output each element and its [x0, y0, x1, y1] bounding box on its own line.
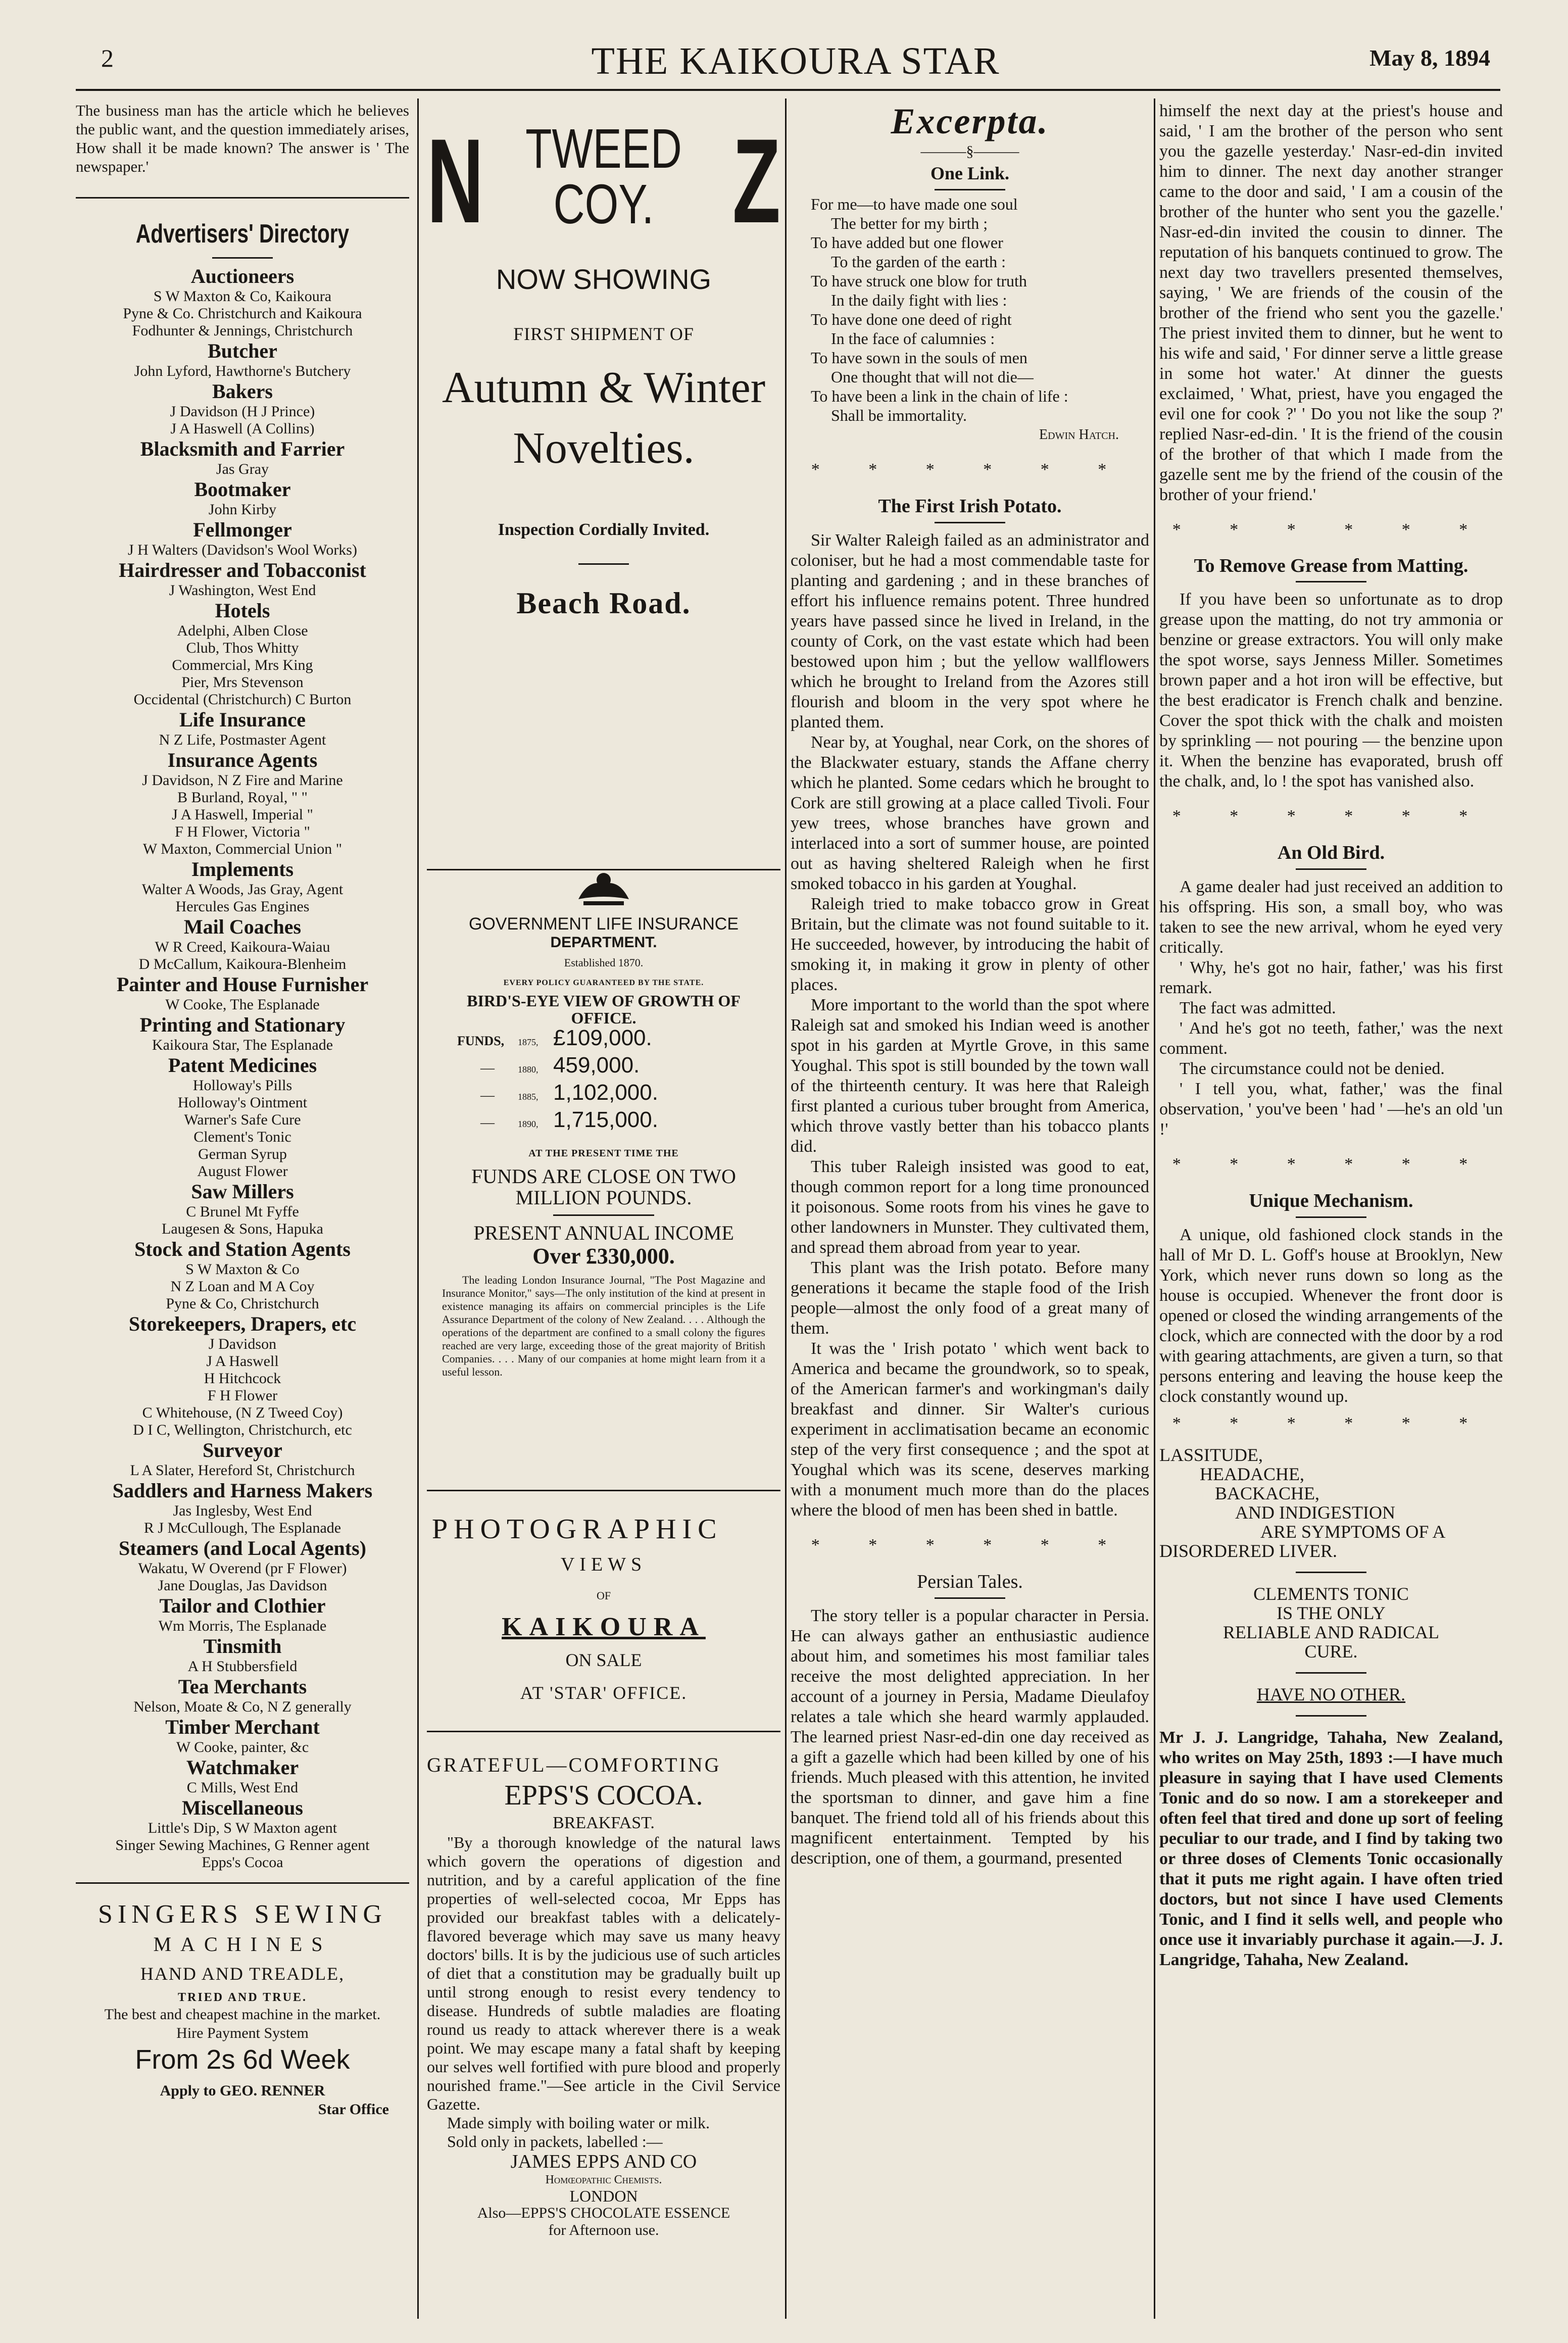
funds-year: 1885, [518, 1092, 538, 1102]
epps-text: "By a thorough knowledge of the natural laws which govern the operations of digestion and nutrition, and by a careful application of the fine properties of well-selected cocoa, Mr Epps has provided our breakfast tables with a delicately-flavored beverage which may save us many heavy doctors' bills. It is by the judicious use of such articles of diet that a constitution may be gradually built up until strong enough to resist every tendency to disease. Hundreds of subtle maladies are floating round us ready to attack wherever there is a weak point. We may escape many a fatal shaft by keeping our selves well fortified with pure blood and properly nourished frame."—See article in the Civil Service Gazette. [427, 1833, 780, 2113]
tweed-word: TWEED [525, 118, 682, 180]
tweed-n: N [427, 114, 484, 249]
column-2 [427, 101, 780, 2314]
photographic-of: OF [596, 1589, 611, 1602]
bird-title: An Old Bird. [1277, 842, 1385, 863]
epps-company: JAMES EPPS AND CO [510, 2151, 697, 2172]
insurance-present-time: AT THE PRESENT TIME THE [528, 1148, 679, 1159]
directory-heading: Patent Medicines [168, 1054, 317, 1077]
now-showing: NOW SHOWING [496, 263, 712, 295]
stars-divider: * * * * * * [1172, 1414, 1490, 1433]
potato-paragraph: More important to the world than the spot where Raleigh sat and smoked his Indian weed is another spot in his garden at Myrtle Grove, in this same Youghal. This spot is still bounded by the town wall of the thirteenth century. It was here that Raleigh first planted a curious tuber brought from America, which throve vastly better than his tobacco plants did. [791, 996, 1149, 1156]
directory-entry: August Flower [197, 1163, 288, 1180]
directory-heading: Painter and House Furnisher [116, 973, 369, 996]
ad-line-3: BACKACHE, [1215, 1483, 1320, 1503]
directory-entry: Jas Gray [216, 461, 269, 477]
clements-ad [1159, 1445, 1503, 1970]
epps-name: EPPS'S COCOA. [504, 1780, 703, 1811]
poem-line: To have done one deed of right [811, 310, 1012, 328]
funds-year: 1875, [518, 1037, 538, 1047]
directory-entry: Jas Inglesby, West End [173, 1502, 312, 1519]
directory-entry: R J McCullough, The Esplanade [143, 1520, 341, 1536]
directory-heading: Auctioneers [190, 265, 295, 287]
directory-entry: Club, Thos Whitty [186, 640, 299, 656]
singer-office: Star Office [318, 2101, 389, 2118]
potato-paragraph: This plant was the Irish potato. Before many generations it became the staple food of the Irish people—almost the only food of a great many of them. [791, 1258, 1149, 1338]
bird-paragraph: ' I tell you, what, father,' was the final observation, ' you've been ' had ' —he's an old 'un !' [1159, 1080, 1503, 1139]
photographic-title: PHOTOGRAPHIC [432, 1514, 723, 1545]
epps-chemists: Homœopathic Chemists. [545, 2173, 662, 2186]
directory-entry: D I C, Wellington, Christchurch, etc [133, 1422, 352, 1438]
photographic-views: VIEWS [560, 1554, 647, 1575]
directory-entry: Laugesen & Sons, Hapuka [162, 1221, 323, 1237]
singer-hire: Hire Payment System [176, 2025, 309, 2041]
directory-entry: C Brunel Mt Fyffe [186, 1203, 299, 1220]
funds-row [457, 1081, 780, 1108]
poem [791, 194, 1149, 425]
poem-line: The better for my birth ; [831, 214, 988, 232]
directory-entry: F H Flower [207, 1387, 278, 1404]
directory-entry: J Davidson [208, 1336, 277, 1352]
photographic-place: KAIKOURA [502, 1613, 706, 1641]
excerpta-header: Excerpta. [891, 101, 1049, 141]
directory-entry: Commercial, Mrs King [172, 657, 313, 673]
divider [1296, 581, 1366, 582]
autumn-winter: Autumn & Winter [442, 363, 766, 412]
crest-icon [427, 869, 780, 914]
stars-divider: * * * * * * [1172, 520, 1490, 539]
stars-divider: * * * * * * [1172, 1155, 1490, 1174]
directory-entry: J Davidson (H J Prince) [170, 403, 315, 420]
directory-entry: Clement's Tonic [193, 1129, 291, 1145]
epps-also: Also—EPPS'S CHOCOLATE ESSENCE [477, 2205, 730, 2221]
column-1 [76, 101, 409, 2314]
masthead [101, 40, 1490, 84]
bird-paragraph: The fact was admitted. [1180, 999, 1336, 1017]
poem-line: Shall be immortality. [831, 406, 967, 424]
directory-entry: Epps's Cocoa [202, 1854, 283, 1871]
directory-heading: Fellmonger [193, 518, 292, 541]
directory-heading: Implements [191, 858, 294, 881]
divider [1296, 868, 1366, 870]
directory-heading: Saw Millers [191, 1180, 294, 1203]
divider [1296, 1216, 1366, 1218]
directory-entry: Wakatu, W Overend (pr F Flower) [138, 1560, 347, 1577]
testimonial: Mr J. J. Langridge, Tahaha, New Zealand, who writes on May 25th, 1893 :—I have much pleasure in saying that I have used Clements Tonic and do so now. I am a storekeeper and often feel that tired and done up sort of feeling peculiar to our trade, and I find by taking two or three doses of Clements Tonic occasionally that it puts me right again. I have often tried doctors, but not since I have used Clements Tonic, and I find it sells well, and people who once use it invariably purchase it again.—J. J. Langridge, Tahaha, New Zealand. [1159, 1728, 1503, 1969]
epps-grateful: GRATEFUL—COMFORTING [427, 1753, 721, 1776]
directory-entry: German Syrup [198, 1146, 287, 1162]
divider [935, 189, 1005, 190]
directory-heading: Saddlers and Harness Makers [112, 1479, 373, 1502]
directory-heading: Timber Merchant [165, 1716, 320, 1738]
singer-best: The best and cheapest machine in the market. [104, 2006, 381, 2023]
directory-entry: Holloway's Ointment [177, 1094, 308, 1111]
mech-text: A unique, old fashioned clock stands in the hall of Mr D. L. Goff's house at Brooklyn, New York, which never runs down so long as the house is occupied. Whenever the front door is opened or closed the winding arrangements of the clock, which are connected with the door by a rod with gearing attachments, are given a turn, so that persons entering and leaving the house keep the clock constantly wound up. [1159, 1226, 1503, 1406]
beach-road: Beach Road. [516, 587, 691, 620]
insurance-close: FUNDS ARE CLOSE ON TWO MILLION POUNDS. [471, 1165, 736, 1209]
poem-line: One thought that will not die— [831, 368, 1034, 386]
bird-article [1159, 877, 1503, 1140]
singer-tried: TRIED AND TRUE. [178, 1991, 307, 2004]
tweed-z: Z [732, 114, 780, 249]
directory-entry: Hercules Gas Engines [175, 898, 310, 915]
directory-heading: Surveyor [203, 1439, 282, 1461]
directory-entry: J A Haswell [206, 1353, 279, 1370]
divider [427, 1490, 780, 1491]
directory-entry: John Kirby [208, 501, 277, 518]
directory-entry: Pyne & Co, Christchurch [166, 1295, 319, 1312]
divider [935, 522, 1005, 523]
directory-entry: C Whitehouse, (N Z Tweed Coy) [142, 1404, 343, 1421]
bird-paragraph: The circumstance could not be denied. [1180, 1059, 1445, 1078]
directory-entry: W R Creed, Kaikoura-Waiau [155, 939, 330, 955]
directory-entry: Warner's Safe Cure [184, 1111, 301, 1128]
stars-divider: * * * * * * [1172, 807, 1490, 825]
singer-ad [76, 1899, 409, 2118]
insurance-income: PRESENT ANNUAL INCOME [473, 1222, 734, 1244]
directory-heading: Steamers (and Local Agents) [119, 1537, 366, 1559]
poem-author: Edwin Hatch. [1039, 427, 1119, 443]
poem-line: To have been a link in the chain of life : [811, 387, 1068, 405]
tonic-line-3: RELIABLE AND RADICAL [1223, 1622, 1439, 1642]
divider [212, 257, 273, 259]
funds-table [427, 1027, 780, 1136]
poem-title: One Link. [930, 163, 1010, 183]
directory-entry: D McCallum, Kaikoura-Blenheim [138, 956, 347, 972]
insurance-over: Over £330,000. [532, 1244, 675, 1268]
directory-entry: W Maxton, Commercial Union " [142, 841, 342, 857]
inspection-invited: Inspection Cordially Invited. [498, 520, 710, 539]
divider [1296, 1715, 1366, 1717]
divider [76, 197, 409, 199]
directory-heading: Storekeepers, Drapers, etc [128, 1312, 357, 1335]
directory-entry: W Cooke, The Esplanade [165, 996, 320, 1013]
directory-entry: F H Flower, Victoria " [175, 823, 310, 840]
mech-title: Unique Mechanism. [1249, 1190, 1413, 1211]
directory-entry: J A Haswell, Imperial " [172, 806, 313, 823]
have-no-other: HAVE NO OTHER. [1256, 1684, 1406, 1704]
directory-entry: John Lyford, Hawthorne's Butchery [134, 363, 351, 379]
persian-text: The story teller is a popular character in Persia. He can always gather an enthusiastic audience about him, and sometimes his most familiar tales receive the most delighted appreciation. In her account of a journey in Persia, Madame Dieulafoy relates a tale which she heard warmly applauded. The learned priest Nasr-ed-din one day received as a gift a gazelle which had been killed by one of his friends. Much pleased with this attention, he invited the sportsman to dinner, and gave him a fine banquet. The friend told all of his friends about this magnificent entertainment. Tempted by his description, one of them, a gourmand, presented [791, 1606, 1149, 1868]
funds-year: 1890, [518, 1119, 538, 1129]
ad-line-6: DISORDERED LIVER. [1159, 1541, 1337, 1561]
photographic-office: AT 'STAR' OFFICE. [520, 1683, 688, 1703]
coy-word: COY. [553, 173, 654, 235]
directory-entry: Little's Dip, S W Maxton agent [148, 1820, 337, 1836]
funds-value: 1,715,000. [553, 1107, 658, 1132]
grease-text: If you have been so unfortunate as to drop grease upon the matting, do not try ammonia or benzine or grease extractors. You will only make the spot worse, says Jenness Miller. Sometimes brown paper and a hot iron will be effective, but the best eradicator is French chalk and benzine. Cover the spot thick with the chalk and moisten by sprinkling — not pouring — the benzine upon it. When the benzine has evaporated, brush off the chalk, and, lo ! the spot has vanished also. [1159, 590, 1503, 791]
bird-paragraph: ' And he's got no teeth, father,' was the next comment. [1159, 1019, 1503, 1058]
divider [427, 1731, 780, 1732]
directory-entry: Pier, Mrs Stevenson [181, 674, 304, 691]
epps-sold: Sold only in packets, labelled :— [447, 2132, 663, 2151]
directory-entry: J H Walters (Davidson's Wool Works) [128, 542, 357, 558]
masthead-rule [76, 89, 1500, 91]
grease-title: To Remove Grease from Matting. [1194, 555, 1468, 576]
novelties: Novelties. [513, 424, 695, 473]
directory-entry: Kaikoura Star, The Esplanade [152, 1037, 333, 1053]
directory-heading: Tailor and Clothier [159, 1594, 326, 1617]
divider [76, 1882, 409, 1884]
directory-entry: J Washington, West End [169, 582, 316, 599]
insurance-ad [427, 869, 780, 1379]
singer-headline: SINGERS SEWING [98, 1900, 387, 1929]
poem-line: To have struck one blow for truth [811, 272, 1027, 290]
epps-ad [427, 1752, 780, 2239]
tonic-line-4: CURE. [1304, 1641, 1358, 1662]
insurance-view: BIRD'S-EYE VIEW OF GROWTH OF OFFICE. [467, 992, 741, 1027]
directory-entry: Wm Morris, The Esplanade [158, 1618, 327, 1634]
insurance-quote: The leading London Insurance Journal, "The Post Magazine and Insurance Monitor," says—The only institution of the kind at present in existence managing its affairs on commercial principles is the Life Assurance Department of the colony of New Zealand. . . . Although the operations of the department are confined to a small colony the figures reached are very large, exceeding those of the great majority of British Companies. . . . Many of our companies at home might learn from it a useful lesson. [442, 1274, 765, 1378]
directory-heading: Butcher [208, 339, 277, 362]
funds-row [457, 1027, 780, 1054]
directory-entry: L A Slater, Hereford St, Christchurch [130, 1462, 355, 1479]
potato-paragraph: Near by, at Youghal, near Cork, on the shores of the Blackwater estuary, stands the Affane cherry which he planted. Some cedars which he brought to Cork are still growing at a place called Tivoli. Four yew trees, whose branches have grown and interlaced into a sort of summer house, are pointed out as having sheltered Raleigh when he first smoked tobacco in his garden at Youghal. [791, 733, 1149, 893]
ad-line-2: HEADACHE, [1200, 1464, 1304, 1484]
epps-breakfast: BREAKFAST. [553, 1814, 655, 1832]
intro-text: The business man has the article which he believes the public want, and the question immediately arises, How shall it be made known? The answer is ' The newspaper.' [76, 102, 409, 175]
divider [427, 869, 780, 870]
insurance-established: Established 1870. [564, 956, 644, 969]
divider [578, 563, 629, 565]
directory-heading: Watchmaker [186, 1756, 299, 1779]
directory-entry: S W Maxton & Co [185, 1261, 300, 1278]
directory-entry: J A Haswell (A Collins) [170, 420, 315, 437]
poem-line: To have sown in the souls of men [811, 349, 1027, 367]
epps-made: Made simply with boiling water or milk. [447, 2114, 710, 2132]
directory-entry: W Cooke, painter, &c [176, 1739, 309, 1755]
directory-heading: Bootmaker [194, 478, 291, 501]
persian-title: Persian Tales. [917, 1571, 1023, 1592]
column-rule [1154, 99, 1155, 2319]
page-number: 2 [101, 44, 114, 72]
singer-machines: MACHINES [153, 1933, 332, 1956]
insurance-dept: DEPARTMENT. [550, 934, 657, 951]
tweed-ad [427, 101, 780, 849]
directory-entry: Pyne & Co. Christchurch and Kaikoura [123, 305, 362, 322]
directory-entry: Adelphi, Alben Close [177, 622, 308, 639]
directory-heading: Hotels [215, 599, 270, 622]
directory-title: Advertisers' Directory [135, 219, 350, 249]
funds-row [457, 1054, 780, 1081]
directory-entry: Fodhunter & Jennings, Christchurch [132, 322, 353, 339]
singer-apply: Apply to GEO. RENNER [160, 2082, 325, 2099]
bird-paragraph: A game dealer had just received an addition to his offspring. His son, a small boy, who was taken to see the new arrival, whom he eyed very critically. [1159, 877, 1503, 957]
directory-heading: Miscellaneous [182, 1796, 303, 1819]
directory-list [76, 265, 409, 1871]
directory-heading: Hairdresser and Tobacconist [119, 559, 366, 581]
directory-entry: Holloway's Pills [192, 1077, 292, 1094]
poem-line: In the daily fight with lies : [831, 291, 1007, 309]
directory-heading: Insurance Agents [167, 749, 318, 771]
potato-paragraph: This tuber Raleigh insisted was good to eat, though common report for a long time pronounced it poisonous. Some roots from his vines he gave to other landowners in Munster. They cultivated them, and spread them abroad from year to year. [791, 1157, 1149, 1257]
directory-heading: Tea Merchants [178, 1675, 307, 1698]
column-3 [791, 101, 1149, 2314]
poem-line: To the garden of the earth : [831, 253, 1006, 271]
ad-line-4: AND INDIGESTION [1235, 1502, 1395, 1523]
directory-entry: B Burland, Royal, " " [177, 789, 308, 806]
divider [1296, 1672, 1366, 1674]
persian-continued: himself the next day at the priest's house and said, ' I am the brother of the person who sent you the gazelle yesterday.' Nasr-ed-din invited him to dinner. The next day another stranger came to the door and said, ' I am a cousin of the brother of the hunter who sent you the gazelle.' Nasr-ed-din invited the cousin to dinner. The reputation of his banquets continued to grow. The next day two travellers presented themselves, saying, ' We are friends of the cousin of the brother of the friend who sent you the gazelle.' The priest invited them to dinner, but he went to his wife and said, ' For dinner serve a little grease in some hot water.' At dinner the guests exclaimed, ' What, priest, have you engaged the evil one for cook ?' ' Do you not like the soup ?' replied Nasr-ed-din. ' It is the friend of the cousin of the brother of that which I made from the gazelle sent me by the friend of the cousin of the brother of your friend.' [1159, 102, 1503, 504]
bird-paragraph: ' Why, he's got no hair, father,' was his first remark. [1159, 958, 1503, 997]
divider [553, 1214, 654, 1216]
directory-heading: Life Insurance [179, 708, 306, 731]
potato-paragraph: Raleigh tried to make tobacco grow in Great Britain, but the climate was not found suitable to it. He succeeded, however, by introducing the habit of smoking it, in making it grow in plenty of other places. [791, 895, 1149, 994]
poem-line: In the face of calumnies : [831, 329, 995, 348]
directory-heading: Mail Coaches [183, 915, 302, 938]
divider [935, 1597, 1005, 1599]
column-rule [417, 99, 419, 2319]
directory-entry: A H Stubbersfield [187, 1658, 298, 1675]
first-shipment: FIRST SHIPMENT OF [513, 324, 694, 344]
directory-entry: Walter A Woods, Jas Gray, Agent [141, 881, 344, 898]
directory-heading: Blacksmith and Farrier [140, 437, 345, 460]
directory-heading: Bakers [212, 380, 273, 403]
ad-line-1: LASSITUDE, [1159, 1445, 1263, 1465]
issue-date: May 8, 1894 [1369, 45, 1490, 71]
poem-line: To have added but one flower [811, 233, 1003, 252]
directory-entry: N Z Life, Postmaster Agent [159, 731, 326, 748]
stars-divider: * * * * * * [811, 460, 1129, 479]
directory-entry: C Mills, West End [186, 1779, 299, 1796]
tonic-line-1: CLEMENTS TONIC [1253, 1584, 1409, 1604]
ad-line-5: ARE SYMPTOMS OF A [1260, 1522, 1446, 1542]
singer-price: From 2s 6d Week [135, 2044, 350, 2075]
potato-article [791, 530, 1149, 1521]
directory-heading: Tinsmith [203, 1635, 282, 1657]
directory-entry: Occidental (Christchurch) C Burton [133, 691, 352, 708]
directory-entry: Nelson, Moate & Co, N Z generally [133, 1698, 352, 1715]
insurance-guaranteed: EVERY POLICY GUARANTEED BY THE STATE. [503, 979, 704, 987]
directory-entry: H Hitchcock [204, 1370, 281, 1387]
directory-entry: Singer Sewing Machines, G Renner agent [115, 1837, 370, 1853]
funds-value: £109,000. [553, 1026, 652, 1050]
potato-paragraph: It was the ' Irish potato ' which went back to America and became the groundwork, so to speak, of the American farmer's and workingman's daily breakfast and dinner. Sir Walter's curious experiment in acclimatisation became an economic step of the very first consequence ; and the spot at Youghal which was its scene, deserves marking with a monument much more than do the places where the blood of men has been shed in battle. [791, 1339, 1149, 1520]
column-4 [1159, 101, 1503, 2314]
photographic-sale: ON SALE [565, 1650, 642, 1670]
section-mark: ———§——— [920, 143, 1019, 160]
funds-year: 1880, [518, 1064, 538, 1075]
directory-entry: Jane Douglas, Jas Davidson [158, 1577, 327, 1594]
directory-entry: N Z Loan and M A Coy [170, 1278, 315, 1295]
tonic-line-2: IS THE ONLY [1277, 1603, 1386, 1623]
directory-entry: J Davidson, N Z Fire and Marine [142, 772, 343, 789]
divider [1296, 1572, 1366, 1573]
epps-london: LONDON [569, 2187, 638, 2205]
poem-line: For me—to have made one soul [811, 195, 1018, 213]
funds-value: 459,000. [553, 1053, 640, 1078]
funds-value: 1,102,000. [553, 1080, 658, 1105]
directory-entry: S W Maxton & Co, Kaikoura [153, 288, 332, 305]
epps-afternoon: for Afternoon use. [548, 2222, 659, 2238]
funds-dash: — [480, 1060, 495, 1076]
photographic-ad [427, 1511, 780, 1711]
singer-hand: HAND AND TREADLE, [140, 1964, 345, 1984]
directory-heading: Printing and Stationary [139, 1013, 346, 1036]
stars-divider: * * * * * * [811, 1536, 1129, 1554]
funds-row [457, 1108, 780, 1136]
column-rule [785, 99, 787, 2319]
directory-heading: Stock and Station Agents [134, 1238, 351, 1260]
newspaper-title: THE KAIKOURA STAR [591, 40, 1000, 82]
insurance-name: GOVERNMENT LIFE INSURANCE [468, 914, 739, 934]
funds-label: FUNDS, [457, 1034, 505, 1048]
funds-dash: — [480, 1115, 495, 1131]
funds-dash: — [480, 1088, 495, 1103]
potato-paragraph: Sir Walter Raleigh failed as an administrator and coloniser, but he had a most commendable taste for planting and gardening ; and in these branches of effort his influence remains potent. Three hundred years have passed since he lived in Ireland, in the county of Cork, on the vast estate which had been bestowed upon him ; but the yellow wallflowers which he brought to Ireland from the Azores still flourish and bloom in the very spot where he planted them. [791, 531, 1149, 731]
potato-title: The First Irish Potato. [878, 496, 1062, 517]
